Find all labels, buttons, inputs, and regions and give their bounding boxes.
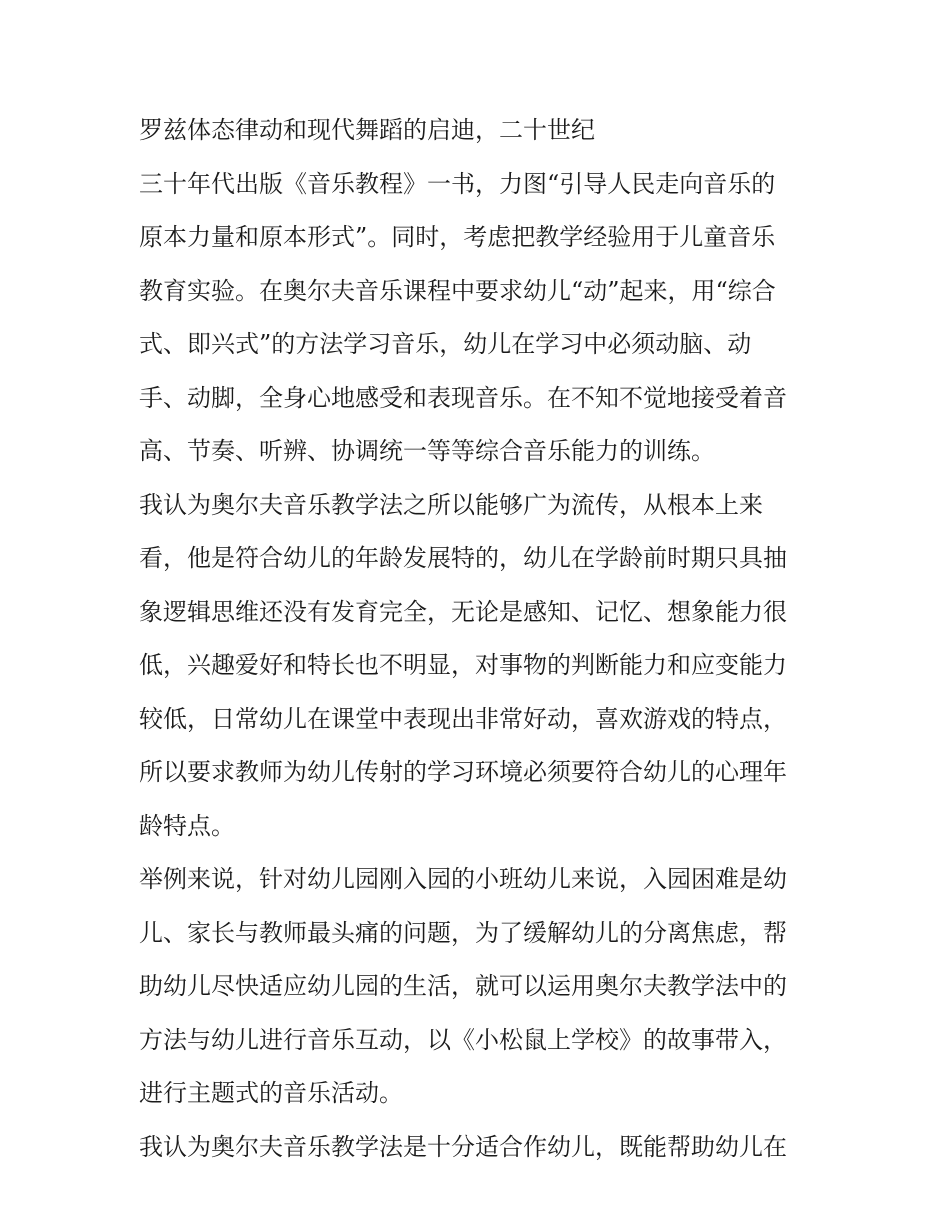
text-line: 我认为奥尔夫音乐教学法之所以能够广为流传，从根本上来: [139, 490, 763, 519]
text-line: 三十年代出版《音乐教程》一书，力图“引导人民走向音乐的: [139, 169, 776, 198]
body-text: [139, 112, 819, 1182]
text-line: 罗兹体态律动和现代舞蹈的启迪，二十世纪: [139, 116, 595, 144]
text-line: 低，兴趣爱好和特长也不明显，对事物的判断能力和应变能力: [139, 651, 787, 679]
text-line: 原本力量和原本形式”。同时，考虑把教学经验用于儿童音乐: [139, 223, 776, 251]
text-line: 助幼儿尽快适应幼儿园的生活，就可以运用奥尔夫教学法中的: [139, 972, 787, 1000]
text-line: 较低，日常幼儿在课堂中表现出非常好动，喜欢游戏的特点，: [139, 704, 787, 733]
text-line: 高、节奏、听辨、协调统一等等综合音乐能力的训练。: [139, 437, 715, 465]
text-line: 手、动脚，全身心地感受和表现音乐。在不知不觉地接受着音: [139, 383, 787, 412]
text-line: 所以要求教师为幼儿传射的学习环境必须要符合幼儿的心理年: [139, 758, 787, 786]
text-line: 龄特点。: [139, 811, 235, 840]
text-line: 举例来说，针对幼儿园刚入园的小班幼儿来说，入园困难是幼: [139, 865, 787, 893]
text-line: 方法与幼儿进行音乐互动，以《小松鼠上学校》的故事带入，: [139, 1025, 787, 1054]
text-line: 教育实验。在奥尔夫音乐课程中要求幼儿“动”起来，用“综合: [139, 276, 776, 305]
text-line: 看，他是符合幼儿的年龄发展特的，幼儿在学龄前时期只具抽: [139, 544, 787, 572]
text-line: 我认为奥尔夫音乐教学法是十分适合作幼儿，既能帮助幼儿在: [139, 1132, 787, 1161]
text-line: 式、即兴式”的方法学习音乐，幼儿在学习中必须动脑、动: [139, 330, 752, 358]
text-line: 象逻辑思维还没有发育完全，无论是感知、记忆、想象能力很: [139, 597, 787, 626]
text-line: 进行主题式的音乐活动。: [139, 1079, 403, 1107]
text-line: 儿、家长与教师最头痛的问题，为了缓解幼儿的分离焦虑，帮: [139, 918, 787, 947]
